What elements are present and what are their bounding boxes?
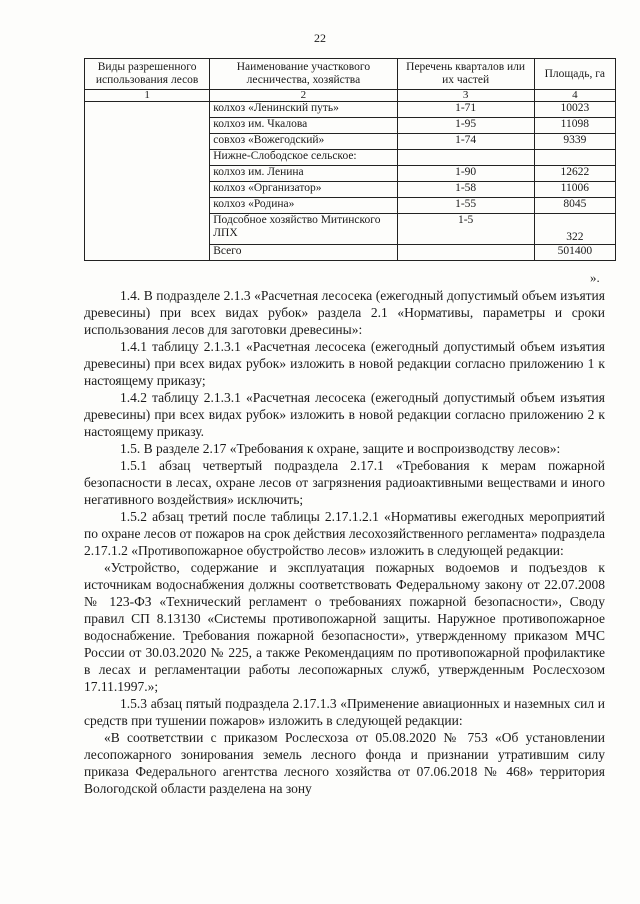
header-quarters: Перечень кварталов или их частей [397,59,534,90]
forestry-name-cell: колхоз им. Ленина [210,166,397,182]
table-header-row [85,59,616,90]
forestry-name-cell: колхоз «Организатор» [210,182,397,198]
body-text [84,287,605,797]
quoted-paragraph: «В соответствии с приказом Рослесхоза от 05.08.2020 № 753 «Об установлении лесопожарного зонирования земель лесного фонда и признании утратившим силу приказа Федерального агентства лесного хозяйства от 07.06.2018 № 468» территория Вологодской области разделена на зону [84,730,605,796]
area-cell: 11006 [534,182,615,198]
quarters-cell: 1-58 [397,182,534,198]
area-cell: 11098 [534,118,615,134]
header-forestry-name: Наименование участкового лесничества, хозяйства [210,59,397,90]
forestry-name-cell: колхоз им. Чкалова [210,118,397,134]
header-area: Площадь, га [534,59,615,90]
area-cell: 322 [534,214,615,245]
quarters-cell: 1-74 [397,134,534,150]
column-number-row [85,90,616,102]
forestry-name-cell: колхоз «Родина» [210,198,397,214]
area-cell: 12622 [534,166,615,182]
paragraph: 1.5.3 абзац пятый подраздела 2.17.1.3 «Применение авиационных и наземных сил и средств при тушении пожаров» изложить в следующей редакции: [84,696,605,728]
paragraph: 1.4.1 таблицу 2.1.3.1 «Расчетная лесосека (ежегодный допустимый объем изъятия древесины) при всех видах рубок» изложить в новой редакции согласно приложению 1 к настоящему приказу; [84,339,605,388]
quarters-cell: 1-71 [397,102,534,118]
area-cell: 10023 [534,102,615,118]
quarters-cell: 1-95 [397,118,534,134]
column-number: 1 [85,90,210,102]
column-number: 2 [210,90,397,102]
column-number: 3 [397,90,534,102]
quarters-cell: 1-5 [397,214,534,245]
quoted-paragraph: «Устройство, содержание и эксплуатация пожарных водоемов и подъездов к источникам водоснабжения должны соответствовать Федеральному закону от 22.07.2008 № 123-ФЗ «Технический регламент о требованиях пожарной безопасности», Своду правил СП 8.13130 «Системы противопожарной защиты. Наружное противопожарное водоснабжение. Требования пожарной безопасности», утвержденному приказом МЧС России от 30.03.2020 № 225, а также Рекомендациям по противопожарной профилактике в лесах и регламентации работы лесопожарных служб, утвержденным Рослесхозом 17.11.1997.»; [84,560,605,694]
paragraph: 1.5.1 абзац четвертый подраздела 2.17.1 «Требования к мерам пожарной безопасности в лесах, охране лесов от загрязнения радиоактивными веществами и иного негативного воздействия» исключить; [84,458,605,507]
forestry-name-cell: колхоз «Ленинский путь» [210,102,397,118]
quarters-cell: 1-55 [397,198,534,214]
forest-use-table [84,58,616,261]
column-number: 4 [534,90,615,102]
page-number: 22 [314,31,326,45]
area-cell [534,150,615,166]
header-use-type: Виды разрешенного использования лесов [85,59,210,90]
forestry-name-cell: Подсобное хозяйство Митинского ЛПХ [210,214,397,245]
closing-quote: ». [590,270,600,285]
paragraph: 1.5.2 абзац третий после таблицы 2.17.1.2.1 «Нормативы ежегодных мероприятий по охране лесов от пожаров на срок действия лесохозяйственного регламента» подраздела 2.17.1.2 «Противопожарное обустройство лесов» изложить в следующей редакции: [84,509,605,558]
area-cell: 9339 [534,134,615,150]
use-type-cell [85,102,210,261]
area-cell: 501400 [534,245,615,261]
paragraph: 1.4. В подразделе 2.1.3 «Расчетная лесосека (ежегодный допустимый объем изъятия древесины) при всех видах рубок» раздела 2.1 «Нормативы, параметры и сроки использования лесов для заготовки древесины»: [84,288,605,337]
paragraph: 1.5. В разделе 2.17 «Требования к охране, защите и воспроизводству лесов»: [120,441,561,456]
area-cell: 8045 [534,198,615,214]
forestry-name-cell: Всего [210,245,397,261]
paragraph: 1.4.2 таблицу 2.1.3.1 «Расчетная лесосека (ежегодный допустимый объем изъятия древесины) при всех видах рубок» изложить в новой редакции согласно приложению 2 к настоящему приказу. [84,390,605,439]
table-row [85,102,616,118]
quarters-cell: 1-90 [397,166,534,182]
forestry-name-cell: совхоз «Вожегодский» [210,134,397,150]
quarters-cell [397,150,534,166]
quarters-cell [397,245,534,261]
forestry-name-cell: Нижне-Слободское сельское: [210,150,397,166]
